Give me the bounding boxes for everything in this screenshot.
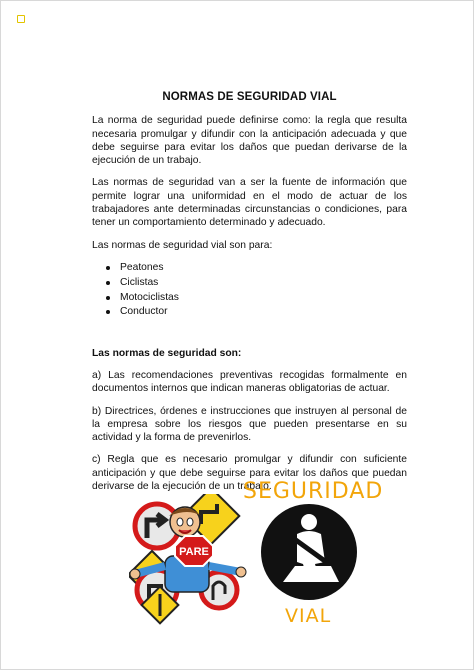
traffic-signs-illustration: [129, 494, 247, 626]
seguridad-heading: SEGURIDAD: [243, 479, 384, 504]
paragraph-definition: La norma de seguridad puede definirse como: la regla que resulta necesaria promulgar y difundir con la anticipación adecuada y que debe seguirse para evitar los daños que puedan derivarse de la ejecución de un trabajo.: [92, 115, 407, 167]
list-item: Motociclistas: [120, 291, 407, 304]
paragraph-information-source: Las normas de seguridad van a ser la fuente de información que permite lograr una uniformidad en el modo de actuar de los trabajadores ante determinadas circunstancias o condiciones, para tener un comportamiento determinado y adecuado.: [92, 177, 407, 229]
audience-list: [92, 261, 407, 319]
document-title: NORMAS DE SEGURIDAD VIAL: [162, 91, 337, 103]
paragraph-intro-list: Las normas de seguridad vial son para:: [92, 239, 273, 251]
list-item: Conductor: [120, 305, 407, 318]
vial-heading: VIAL: [285, 605, 332, 627]
section-item-b: b) Directrices, órdenes e instrucciones que instruyen al personal de la empresa sobre los riesgos que pueden presentarse en su actividad y la forma de prevenirlos.: [92, 405, 407, 444]
list-item: Peatones: [120, 261, 407, 274]
stop-sign-label: PARE: [179, 546, 209, 558]
stop-sign-icon: [175, 536, 213, 566]
document-body: [92, 91, 407, 502]
section-item-a: a) Las recomendaciones preventivas recogidas formalmente en documentos internos que indican maneras obligatorias de actuar.: [92, 369, 407, 395]
corner-marker: [17, 15, 25, 23]
list-item: Ciclistas: [120, 276, 407, 289]
section-item-c: c) Regla que es necesario promulgar y difundir con suficiente anticipación y que debe seguirse para evitar los daños que puedan derivarse de la ejecución de un trabajo.: [92, 454, 407, 493]
section-title: Las normas de seguridad son:: [92, 347, 242, 359]
